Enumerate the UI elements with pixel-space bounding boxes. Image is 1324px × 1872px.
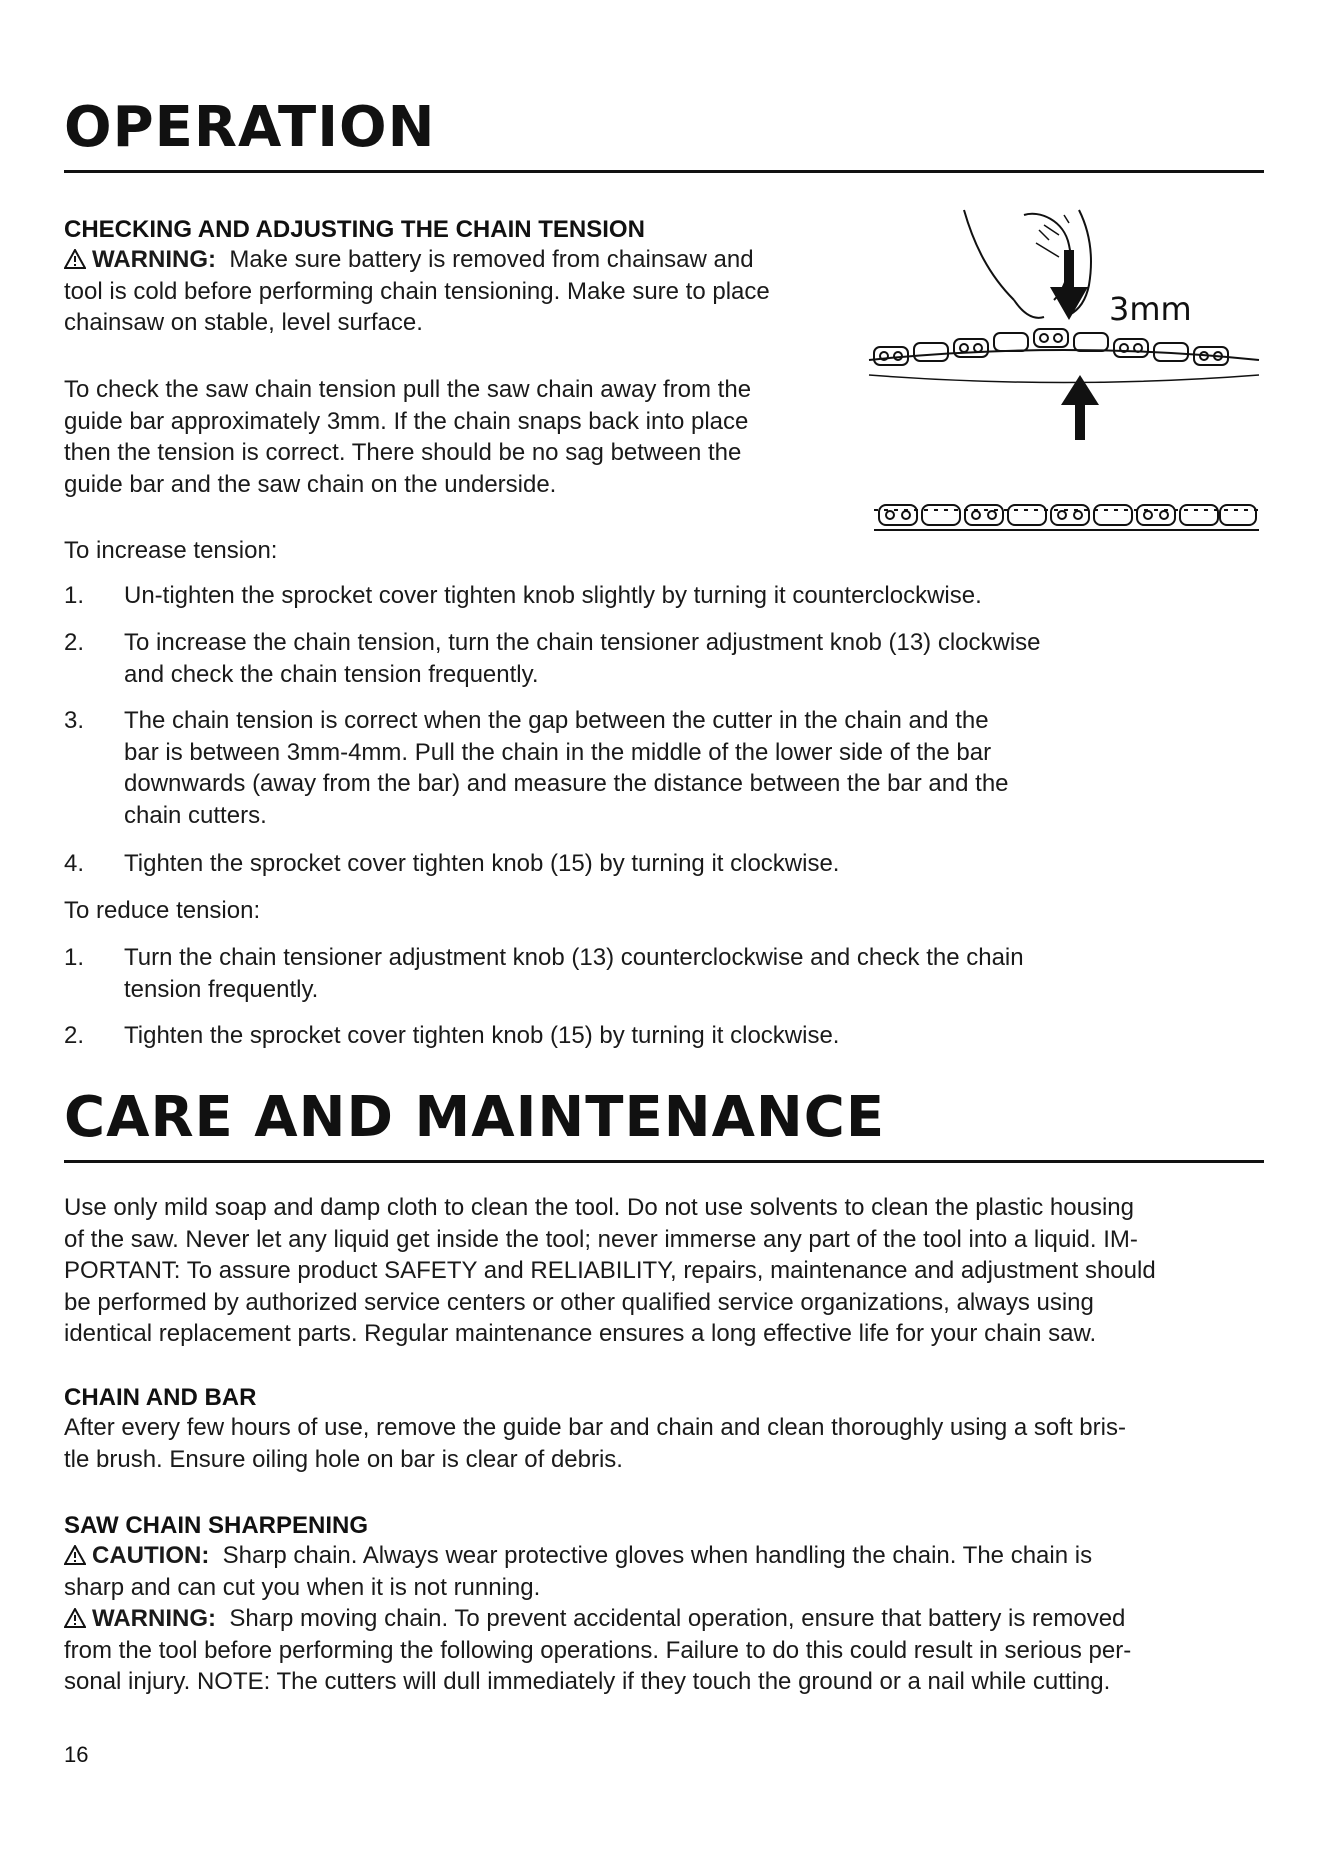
warning-label: WARNING: bbox=[92, 246, 216, 273]
list-number: 2. bbox=[64, 629, 85, 656]
warning-triangle-icon bbox=[64, 249, 86, 269]
text-line: identical replacement parts. Regular maintenance ensures a long effective life for your chain saw. bbox=[64, 1320, 1097, 1347]
text-line: tle brush. Ensure oiling hole on bar is clear of debris. bbox=[64, 1445, 623, 1473]
list-item bbox=[64, 580, 1264, 612]
measurement-label: 3mm bbox=[1109, 290, 1192, 328]
text-line: Use only mild soap and damp cloth to clean the tool. Do not use solvents to clean the plastic housing bbox=[64, 1194, 1134, 1221]
operation-rule bbox=[64, 170, 1264, 173]
chain-diagram bbox=[864, 205, 1264, 545]
warning-line: Make sure battery is removed from chainsaw and bbox=[229, 246, 754, 273]
list-number: 1. bbox=[64, 582, 85, 609]
chain-tension-figure bbox=[864, 205, 1264, 545]
sharpening-section bbox=[64, 1512, 1264, 1698]
caution-label: CAUTION: bbox=[92, 1542, 210, 1569]
text-line: then the tension is correct. There should be no sag between the bbox=[64, 439, 742, 466]
increase-tension-label: To increase tension: bbox=[64, 537, 278, 564]
warning-triangle-icon bbox=[64, 1608, 86, 1628]
text-line: guide bar and the saw chain on the underside. bbox=[64, 470, 557, 498]
chain-bar-section bbox=[64, 1384, 1264, 1475]
list-number: 2. bbox=[64, 1022, 85, 1049]
warning-line: tool is cold before performing chain tensioning. Make sure to place bbox=[64, 277, 770, 305]
list-number: 3. bbox=[64, 707, 85, 734]
list-item bbox=[64, 1020, 1264, 1052]
list-number: 4. bbox=[64, 850, 85, 877]
chain-tension-title: CHECKING AND ADJUSTING THE CHAIN TENSION bbox=[64, 216, 645, 243]
warning-label: WARNING: bbox=[92, 1605, 216, 1632]
care-intro-paragraph bbox=[64, 1192, 1264, 1350]
warning-line: chainsaw on stable, level surface. bbox=[64, 309, 423, 336]
caution-paragraph: CAUTION: Sharp chain. Always wear protective gloves when handling the chain. The chain is sharp and can cut you when it is not running. bbox=[64, 1542, 1093, 1601]
sharpening-title: SAW CHAIN SHARPENING bbox=[64, 1512, 369, 1539]
chain-bar-title: CHAIN AND BAR bbox=[64, 1384, 257, 1411]
list-item bbox=[64, 705, 1264, 831]
text-line: PORTANT: To assure product SAFETY and RELIABILITY, repairs, maintenance and adjustment should bbox=[64, 1257, 1156, 1284]
text-line: be performed by authorized service centers or other qualified service organizations, always using bbox=[64, 1288, 1094, 1316]
text-line: To check the saw chain tension pull the saw chain away from the bbox=[64, 376, 752, 403]
warning-paragraph: WARNING: Sharp moving chain. To prevent accidental operation, ensure that battery is removed from the tool before performing the following operations. Failure to do this could result in serious per- sonal injury. NOTE: The cutters will dull immediately if they touch the ground or a nail while cutting. bbox=[64, 1605, 1132, 1695]
list-text: Tighten the sprocket cover tighten knob (15) by turning it clockwise. bbox=[124, 850, 840, 877]
list-number: 1. bbox=[64, 944, 85, 971]
text-line: After every few hours of use, remove the guide bar and chain and clean thoroughly using a soft bris- bbox=[64, 1414, 1126, 1441]
care-rule bbox=[64, 1160, 1264, 1163]
list-text: To increase the chain tension, turn the chain tensioner adjustment knob (13) clockwise and check the chain tension frequently. bbox=[124, 629, 1041, 688]
list-text: The chain tension is correct when the gap between the cutter in the chain and the bar is between 3mm-4mm. Pull the chain in the middle of the lower side of the bar downwards (away from the bar) and measure the distance between the bar and the chain cutters. bbox=[124, 707, 1009, 829]
operation-heading: OPERATION bbox=[64, 95, 436, 160]
list-item bbox=[64, 627, 1264, 690]
page-number: 16 bbox=[64, 1742, 89, 1767]
caution-triangle-icon bbox=[64, 1545, 86, 1565]
warning-paragraph bbox=[64, 244, 864, 339]
check-tension-paragraph bbox=[64, 374, 864, 500]
list-text: Turn the chain tensioner adjustment knob (13) counterclockwise and check the chain tension frequently. bbox=[124, 944, 1024, 1003]
list-text: Un-tighten the sprocket cover tighten knob slightly by turning it counterclockwise. bbox=[124, 582, 982, 609]
list-item bbox=[64, 848, 1264, 880]
chain-tension-section bbox=[64, 216, 864, 339]
list-item bbox=[64, 942, 1264, 1005]
reduce-tension-label: To reduce tension: bbox=[64, 897, 261, 924]
care-heading: CARE AND MAINTENANCE bbox=[64, 1085, 886, 1150]
list-text: Tighten the sprocket cover tighten knob (15) by turning it clockwise. bbox=[124, 1022, 840, 1049]
text-line: of the saw. Never let any liquid get inside the tool; never immerse any part of the tool into a liquid. IM- bbox=[64, 1225, 1138, 1253]
text-line: guide bar approximately 3mm. If the chain snaps back into place bbox=[64, 407, 749, 435]
